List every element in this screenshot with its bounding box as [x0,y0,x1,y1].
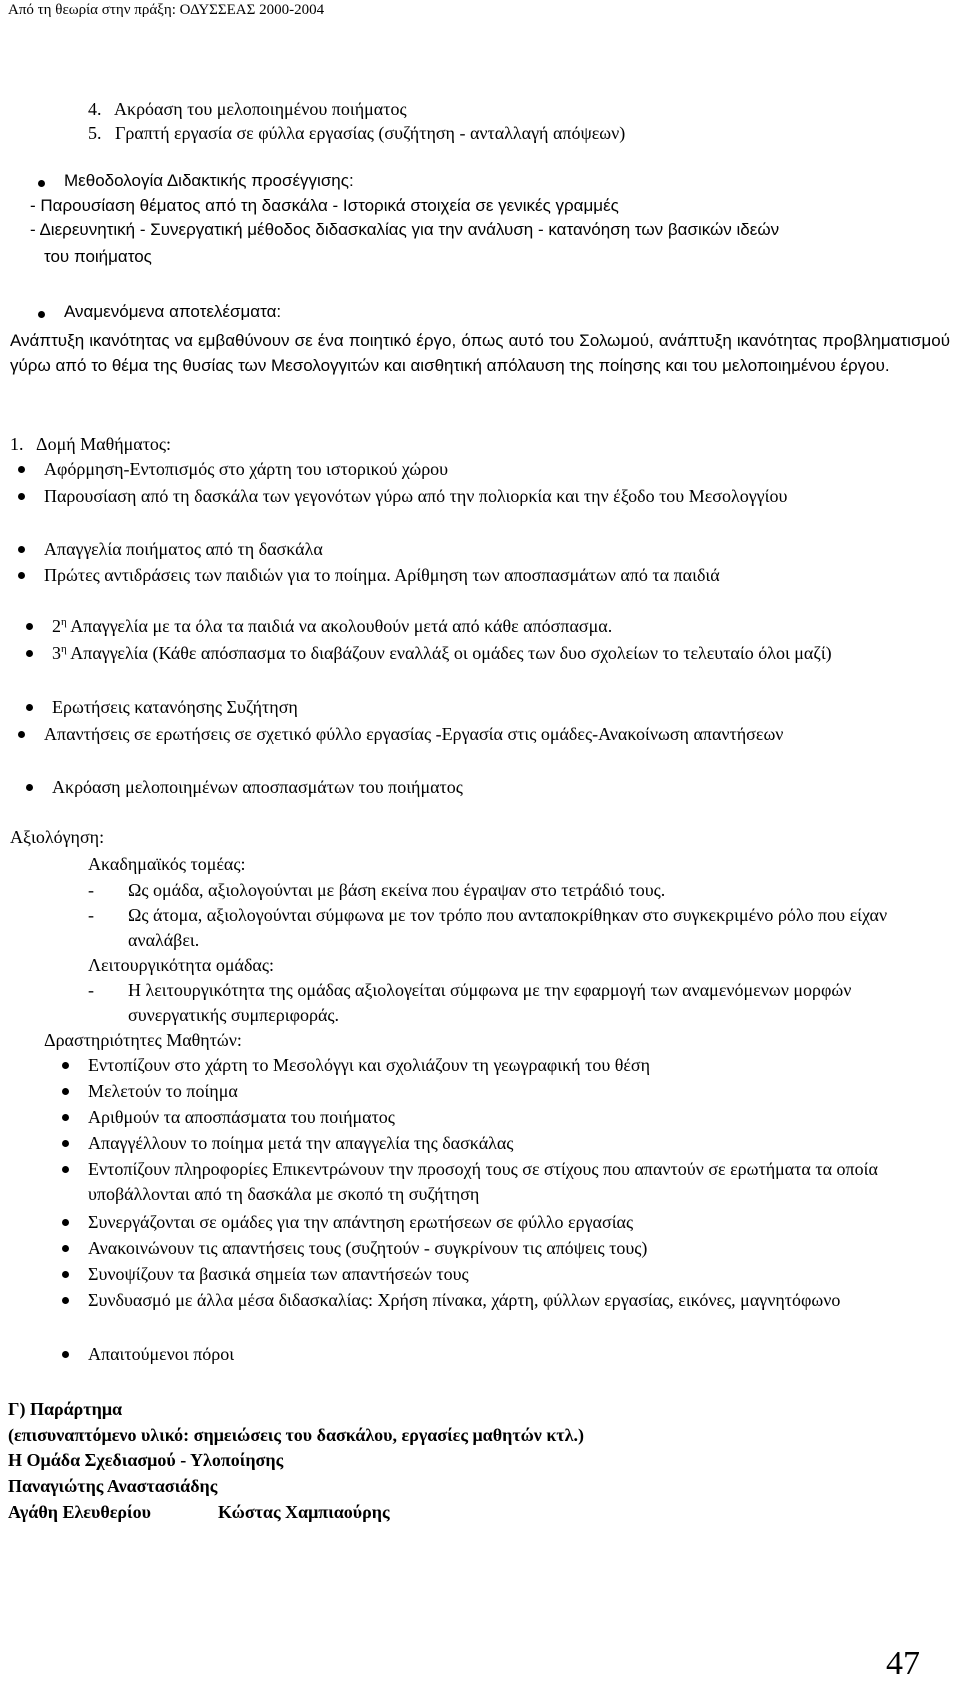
structure-item-6-text: Απαγγελία (Κάθε απόσπασμα το διαβάζουν εναλλάξ οι ομάδες των δυο σχολείων το τελευταίο όλοι μαζί) [66,643,832,663]
page-header: Από τη θεωρία στην πράξη: ΟΔΥΣΣΕΑΣ 2000-2004 [8,2,325,18]
activity-7: Ανακοινώνουν τις απαντήσεις τους (συζητούν - συγκρίνουν τις απόψεις τους) [88,1238,648,1258]
structure-item-5 [52,614,612,638]
expected-text: Ανάπτυξη ικανότητας να εμβαθύνουν σε ένα ποιητικό έργο, όπως αυτό του Σολωμού, ανάπτυξη ικανότητας προβληματισμού γύρω από το θέμα της θυσίας των Μεσολογγιτών και αισθητική απόλαυση της ποίησης και του μελοποιημένου έργου. [10,331,950,375]
team-member-3: Κώστας Χαμπιαούρης [218,1502,390,1522]
structure-title: 1. Δομή Μαθήματος: [10,434,172,454]
methodology-line-1: - Παρουσίαση θέματος από τη δασκάλα - Ιστορικά στοιχεία σε γενικές γραμμές [30,196,619,215]
dash-2: - [88,905,94,925]
methodology-title: Μεθοδολογία Διδακτικής προσέγγισης: [64,171,354,190]
activity-2: Μελετούν το ποίημα [88,1081,238,1101]
activity-8: Συνοψίζουν τα βασικά σημεία των απαντήσεών τους [88,1264,469,1284]
structure-item-6 [52,641,892,665]
page-number: 47 [886,1645,920,1682]
activity-1: Εντοπίζουν στο χάρτη το Μεσολόγγι και σχολιάζουν τη γεωγραφική του θέση [88,1055,651,1075]
dash-1: - [88,880,94,900]
numbered-item-5: 5. Γραπτή εργασία σε φύλλα εργασίας (συζήτηση - ανταλλαγή απόψεων) [88,123,626,143]
structure-item-8: Απαντήσεις σε ερωτήσεις σε σχετικό φύλλο εργασίας -Εργασία στις ομάδες-Ανακοίνωση απαντήσεων [44,722,950,746]
expected-title: Αναμενόμενα αποτελέσματα: [64,302,282,321]
structure-item-4: Πρώτες αντιδράσεις των παιδιών για το ποίημα. Αρίθμηση των αποσπασμάτων από τα παιδιά [44,563,824,587]
academic-title: Ακαδημαϊκός τομέας: [88,854,246,874]
numbered-item-4: 4. Ακρόαση του μελοποιημένου ποιήματος [88,99,407,119]
activity-10: Απαιτούμενοι πόροι [88,1344,235,1364]
academic-item-1: Ως ομάδα, αξιολογούνται με βάση εκείνα που έγραψαν στο τετράδιό τους. [128,880,666,900]
structure-item-5-text: Απαγγελία με τα όλα τα παιδιά να ακολουθούν μετά από κάθε απόσπασμα. [66,616,613,636]
team-member-2: Αγάθη Ελευθερίου [8,1502,151,1522]
team-title: Η Ομάδα Σχεδιασμού - Υλοποίησης [8,1450,284,1470]
structure-item-1: Αφόρμηση-Εντοπισμός στο χάρτη του ιστορικού χώρου [44,459,449,479]
academic-item-2: Ως άτομα, αξιολογούνται σύμφωνα με τον τρόπο που ανταποκρίθηκαν στο συγκεκριμένο ρόλο που είχαν αναλάβει. [128,905,888,950]
team-member-1: Παναγιώτης Αναστασιάδης [8,1476,218,1496]
group-title: Λειτουργικότητα ομάδας: [88,955,274,975]
methodology-line-3: του ποιήματος [44,247,152,266]
appendix-title: Γ) Παράρτημα [8,1399,123,1419]
structure-item-9: Ακρόαση μελοποιημένων αποσπασμάτων του ποιήματος [52,777,463,797]
appendix-subtitle: (επισυναπτόμενο υλικό: σημειώσεις του δασκάλου, εργασίες μαθητών κτλ.) [8,1425,584,1445]
activity-4: Απαγγέλλουν το ποίημα μετά την απαγγελία της δασκάλας [88,1133,514,1153]
methodology-line-2: - Διερευνητική - Συνεργατική μέθοδος διδασκαλίας για την ανάλυση - κατανόηση των βασικών ιδεών [30,220,780,239]
activities-title: Δραστηριότητες Μαθητών: [44,1030,242,1050]
structure-item-5-sup: η [61,616,67,628]
activity-6: Συνεργάζονται σε ομάδες για την απάντηση ερωτήσεων σε φύλλο εργασίας [88,1212,634,1232]
structure-item-3: Απαγγελία ποιήματος από τη δασκάλα [44,539,323,559]
assessment-title: Αξιολόγηση: [10,827,105,847]
activity-9: Συνδυασμό με άλλα μέσα διδασκαλίας: Χρήση πίνακα, χάρτη, φύλλων εργασίας, εικόνες, μαγνητόφωνο [88,1288,908,1313]
structure-item-6-sup: η [61,643,67,655]
structure-item-5-num: 2 [52,616,61,636]
structure-item-2: Παρουσίαση από τη δασκάλα των γεγονότων γύρω από την πολιορκία και την έξοδο του Μεσολογγίου [44,484,950,508]
dash-3: - [88,980,94,1000]
activity-3: Αριθμούν τα αποσπάσματα του ποιήματος [88,1107,395,1127]
group-item-1: Η λειτουργικότητα της ομάδας αξιολογείται σύμφωνα με την εφαρμογή των αναμενόμενων μορφών συνεργατικής συμπεριφοράς. [128,980,852,1025]
structure-item-6-num: 3 [52,643,61,663]
structure-item-7: Ερωτήσεις κατανόησης Συζήτηση [52,697,298,717]
activity-5: Εντοπίζουν πληροφορίες Επικεντρώνουν την προσοχή τους σε στίχους που απαντούν σε ερωτήματα τα οποία υποβάλλονται από τη δασκάλα με σκοπό τη συζήτηση [88,1157,898,1207]
